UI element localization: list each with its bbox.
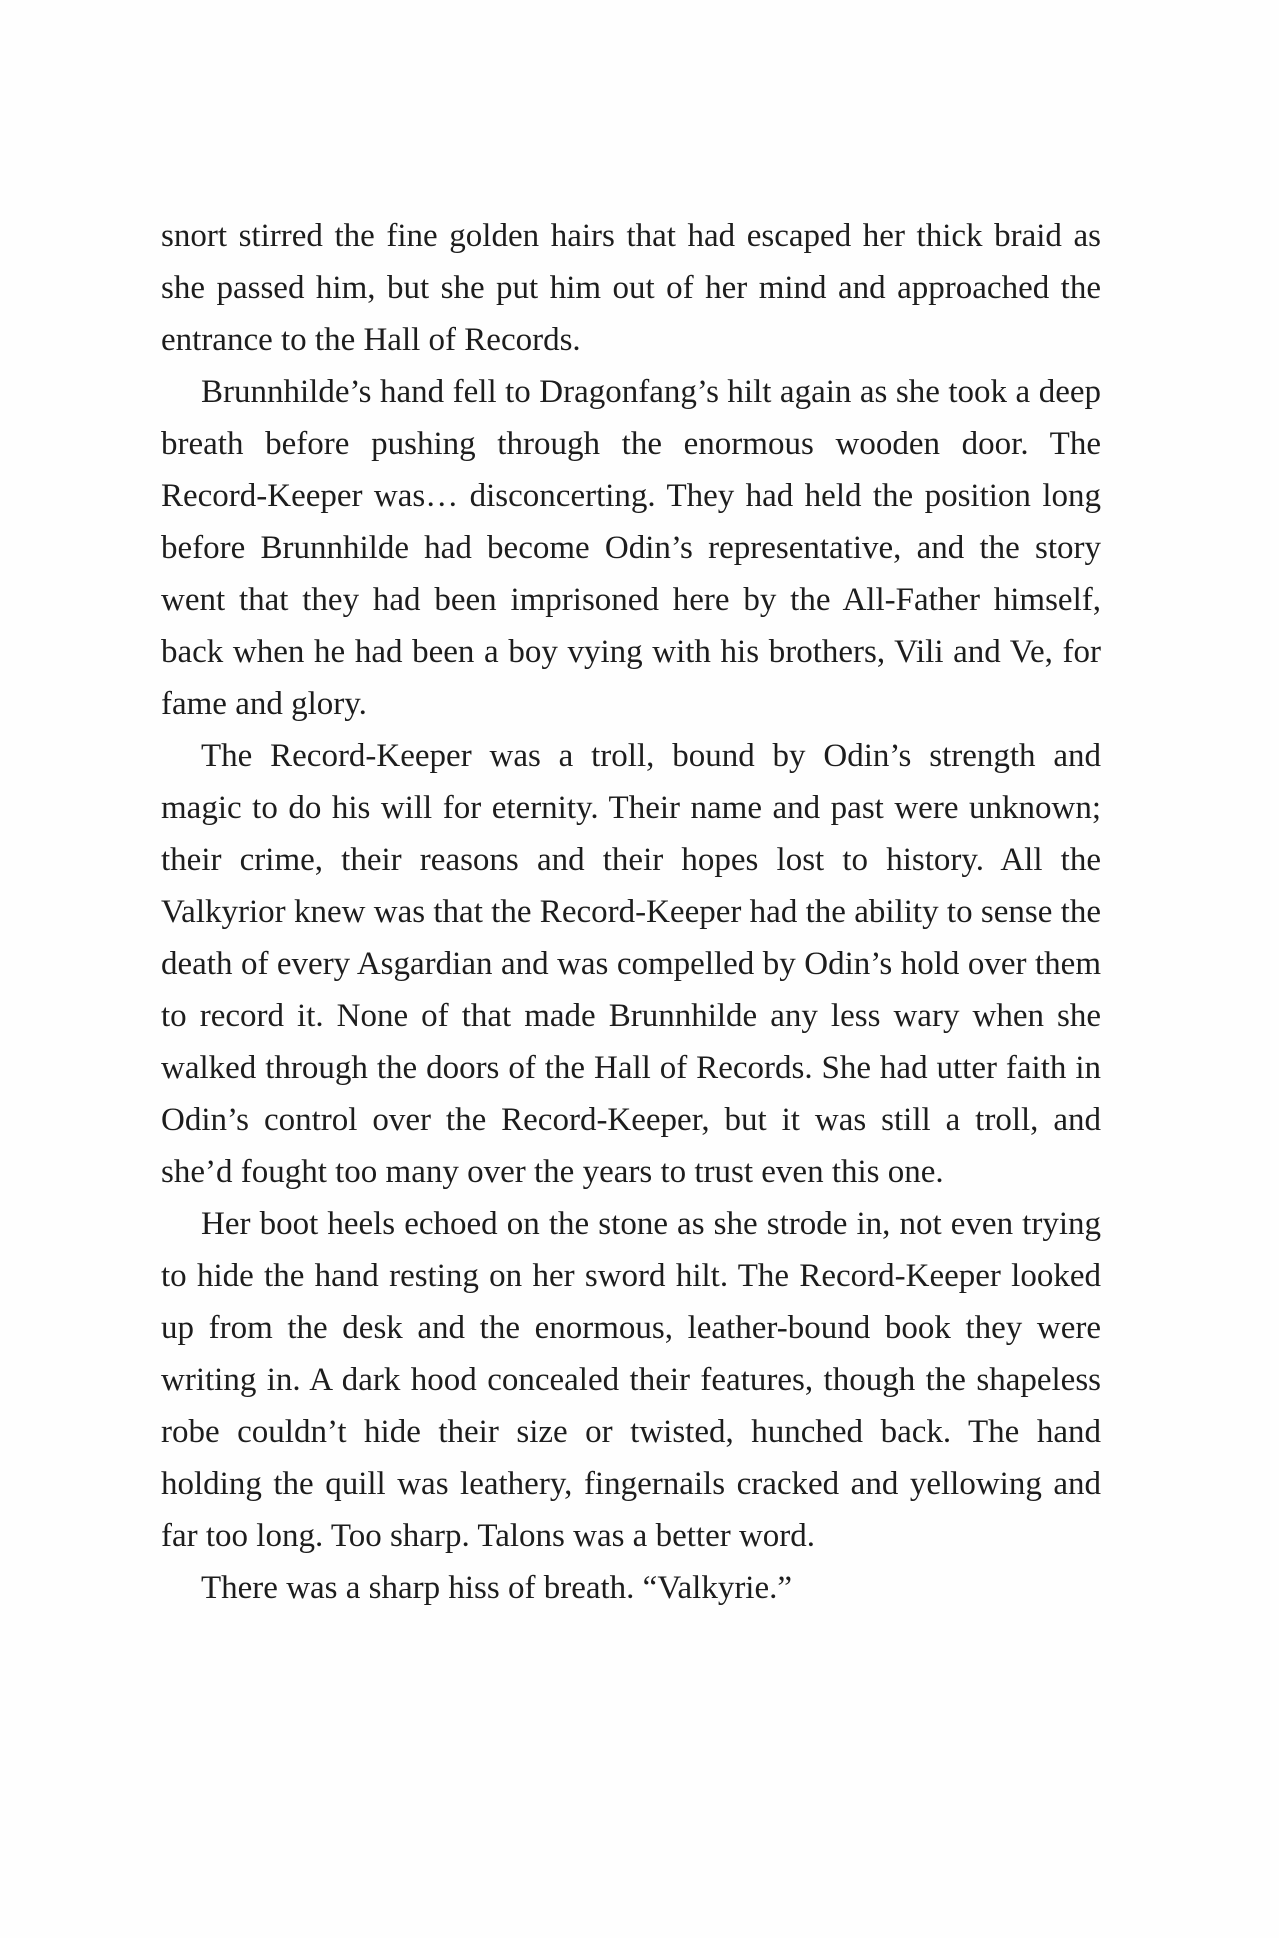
paragraph: The Record-Keeper was a troll, bound by Odin’s strength and magic to do his will for eternity. Their name and past were unknown; their crime, their reasons and their hopes lost to history. All the Valkyrior knew was that the Record-Keeper had the ability to sense the death of every Asgardian and was compelled by Odin’s hold over them to record it. None of that made Brunnhilde any less wary when she walked through the doors of the Hall of Records. She had utter faith in Odin’s control over the Record-Keeper, but it was still a troll, and she’d fought too many over the years to trust even this one. [161,738,1101,1190]
paragraph: Her boot heels echoed on the stone as she strode in, not even trying to hide the hand resting on her sword hilt. The Record-Keeper looked up from the desk and the enormous, leather-bound book they were writing in. A dark hood concealed their features, though the shapeless robe couldn’t hide their size or twisted, hunched back. The hand holding the quill was leathery, fingernails cracked and yellowing and far too long. Too sharp. Talons was a better word. [161,1206,1101,1554]
paragraph-continuation: snort stirred the fine golden hairs that had escaped her thick braid as she passed him, but she put him out of her mind and approached the entrance to the Hall of Records. [161,218,1101,358]
paragraph: Brunnhilde’s hand fell to Dragonfang’s hilt again as she took a deep breath before pushing through the enormous wooden door. The Record-Keeper was… disconcerting. They had held the position long before Brunnhilde had become Odin’s representative, and the story went that they had been imprisoned here by the All-Father himself, back when he had been a boy vying with his brothers, Vili and Ve, for fame and glory. [161,374,1101,722]
paragraph: There was a sharp hiss of breath. “Valkyrie.” [201,1570,793,1606]
book-page [161,210,1101,1614]
